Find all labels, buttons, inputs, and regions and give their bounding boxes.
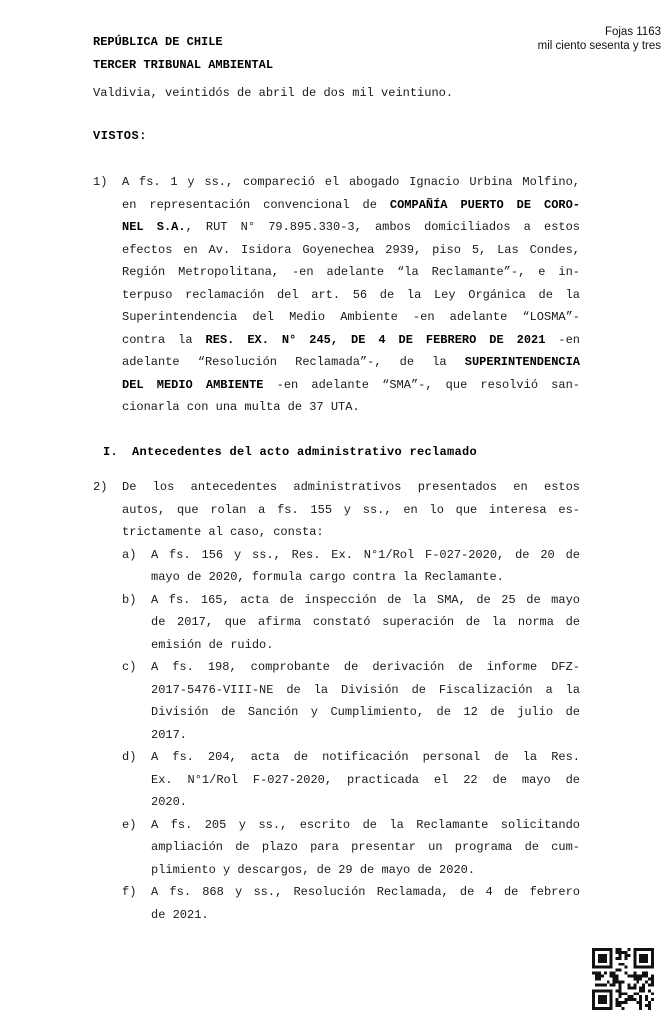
item-marker: c) — [122, 660, 137, 674]
item-text — [151, 881, 580, 926]
item-marker: I. — [103, 444, 119, 459]
text-line: División de Sanción y Cumplimiento, de 12 de julio de — [151, 705, 580, 719]
item-text — [151, 746, 580, 814]
text-line: plimiento y descargos, de 29 de mayo de 2020. — [151, 862, 476, 877]
text-line: De los antecedentes administrativos presentados en estos — [122, 480, 580, 494]
text-line: A fs. 205 y ss., escrito de la Reclamante solicitando — [151, 817, 580, 832]
document-body — [93, 171, 580, 926]
text-line: efectos en Av. Isidora Goyenechea 2939, piso 5, Las Condes, — [122, 242, 580, 257]
item-text — [151, 814, 580, 882]
text-line: A fs. 165, acta de inspección de la SMA, de 25 de mayo — [151, 592, 580, 607]
item-1 — [93, 171, 580, 419]
qr-code-image — [592, 948, 654, 1010]
text-line: A fs. 198, comprobante de derivación de informe DFZ- — [151, 660, 580, 674]
text-line: en representación convencional de COMPAÑÍA PUERTO DE CORO- — [122, 197, 581, 212]
text-line: Región Metropolitana, -en adelante “la Reclamante”-, e in- — [122, 265, 580, 279]
item-marker: f) — [122, 885, 137, 899]
text-line: A fs. 1 y ss., compareció el abogado Ignacio Urbina Molfino, — [122, 175, 580, 189]
subitem-d — [122, 746, 580, 814]
vistos-heading: VISTOS: — [93, 128, 147, 143]
qr-code — [592, 948, 654, 1010]
text-line: 2017. — [151, 727, 188, 742]
fojas-words: mil ciento sesenta y tres — [537, 39, 661, 52]
text-line: A fs. 156 y ss., Res. Ex. N°1/Rol F-027-2020, de 20 de — [151, 547, 580, 562]
item-text — [151, 544, 580, 589]
item-text — [151, 589, 580, 657]
text-line: 2017-5476-VIII-NE de la División de Fiscalización a la — [151, 682, 580, 697]
item-text — [151, 656, 580, 746]
section-heading-1 — [103, 441, 580, 464]
item-marker: e) — [122, 817, 137, 832]
subitem-b — [122, 589, 580, 657]
text-line: terpuso reclamación del art. 56 de la Ley Orgánica de la — [122, 287, 580, 302]
item-marker: 2) — [93, 480, 108, 494]
text-line: emisión de ruido. — [151, 637, 274, 652]
item-text — [122, 476, 580, 544]
dateline: Valdivia, veintidós de abril de dos mil veintiuno. — [93, 86, 454, 100]
text-line: trictamente al caso, consta: — [122, 525, 324, 539]
text-line: Ex. N°1/Rol F-027-2020, practicada el 22 de mayo de — [151, 772, 580, 787]
document-page — [93, 0, 580, 926]
text-line: ampliación de plazo para presentar un programa de cum- — [151, 840, 580, 854]
text-line: Antecedentes del acto administrativo reclamado — [132, 444, 478, 459]
text-line: de 2017, que afirma constató superación de la norma de — [151, 615, 580, 629]
item-2 — [93, 476, 580, 544]
text-line: autos, que rolan a fs. 155 y ss., en lo que interesa es- — [122, 502, 580, 517]
item-marker: b) — [122, 592, 137, 607]
subitem-a — [122, 544, 580, 589]
text-line: A fs. 204, acta de notificación personal de la Res. — [151, 750, 580, 764]
item-marker: 1) — [93, 175, 108, 189]
subitem-e — [122, 814, 580, 882]
text-line: NEL S.A., RUT N° 79.895.330-3, ambos domiciliados a estos — [122, 220, 581, 234]
text-line: 2020. — [151, 795, 188, 809]
fojas-number: Fojas 1163 — [604, 26, 661, 38]
item-marker: a) — [122, 547, 137, 562]
institution-name-line1: REPÚBLICA DE CHILE — [93, 35, 223, 49]
fojas-stamp — [538, 26, 661, 53]
subitem-f — [122, 881, 580, 926]
item-text — [132, 441, 580, 464]
text-line: DEL MEDIO AMBIENTE -en adelante “SMA”-, que resolvió san- — [122, 377, 580, 392]
text-line: cionarla con una multa de 37 UTA. — [122, 400, 360, 414]
text-line: mayo de 2020, formula cargo contra la Reclamante. — [151, 570, 504, 584]
subitem-c — [122, 656, 580, 746]
item-marker: d) — [122, 750, 137, 764]
institution-name-line2: TERCER TRIBUNAL AMBIENTAL — [93, 57, 274, 72]
text-line: contra la RES. EX. N° 245, DE 4 DE FEBRERO DE 2021 -en — [122, 332, 581, 347]
text-line: Superintendencia del Medio Ambiente -en adelante “LOSMA”- — [122, 310, 580, 324]
text-line: A fs. 868 y ss., Resolución Reclamada, de 4 de febrero — [151, 885, 580, 899]
item-text — [122, 171, 580, 419]
text-line: adelante “Resolución Reclamada”-, de la SUPERINTENDENCIA — [122, 355, 580, 369]
text-line: de 2021. — [151, 907, 209, 922]
